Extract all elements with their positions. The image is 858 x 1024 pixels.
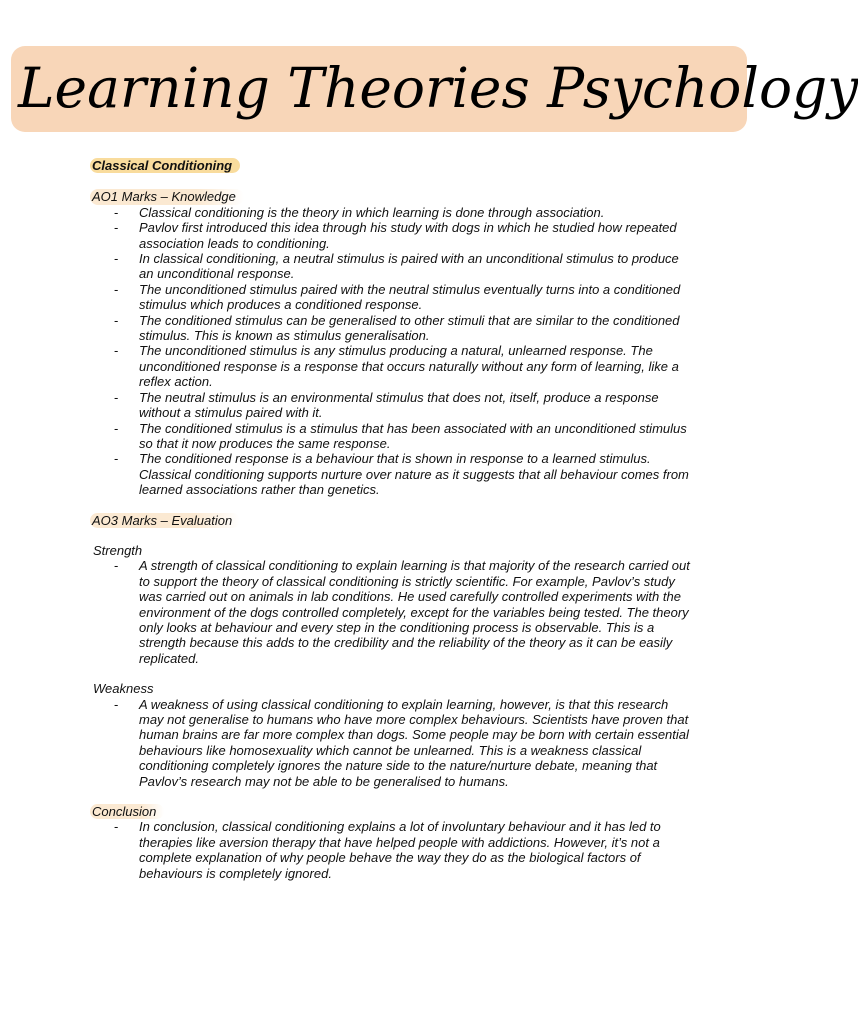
bullet-dash: - — [114, 696, 119, 712]
bullet-dash: - — [114, 819, 119, 835]
page-title: Learning Theories Psychology — [18, 56, 858, 120]
ao1-list — [93, 205, 693, 498]
list-item-text: The conditioned response is a behaviour that is shown in response to a learned stimulus. Classical conditioning supports nurture over nature as it suggests that all behaviour comes from learned associations rather than genetics. — [139, 451, 689, 498]
bullet-dash: - — [114, 558, 119, 574]
list-item-text: The conditioned stimulus can be generalised to other stimuli that are similar to the conditioned stimulus. This is known as stimulus generalisation. — [139, 312, 680, 344]
ao3-label-wrap — [93, 513, 693, 528]
list-item — [93, 697, 693, 789]
list-item — [93, 205, 693, 220]
conclusion-list — [93, 819, 693, 881]
list-item-text: In classical conditioning, a neutral stimulus is paired with an unconditional stimulus to produce an unconditional response. — [139, 251, 679, 282]
list-item — [93, 251, 693, 282]
strength-label-wrap — [93, 543, 693, 558]
list-item — [93, 282, 693, 313]
list-item-text: A weakness of using classical conditioning to explain learning, however, is that this research may not generalise to humans who have more complex behaviours. Scientists have proven that human brains are far more complex than dogs. Some people may be born with certain essential behaviours like homosexuality which cannot be unlearned. This is a weakness classical conditioning completely ignores the nature side to the nature/nurture debate, meaning that Pavlov’s research may not be able to be generalised to humans. — [139, 696, 689, 789]
list-item-text: In conclusion, classical conditioning explains a lot of involuntary behaviour and it has led to therapies like aversion therapy that have helped people with addictions. However, it’s not a complete explanation of why people behave the way they do as the biological factors of behaviours is completely ignored. — [139, 819, 661, 881]
list-item-text: A strength of classical conditioning to explain learning is that majority of the research carried out to support the theory of classical conditioning is strictly scientific. For example, Pavlov’s study was carried out on animals in lab conditions. He used carefully controlled experiments with the environment of the dogs controlled completely, except for the variables being tested. The theory only looks at behaviour and every step in the conditioning process is observable. This is a strength because this adds to the credibility and the reliability of the theory as it can be easily replicated. — [139, 558, 690, 666]
bullet-dash: - — [114, 281, 119, 297]
list-item — [93, 220, 693, 251]
bullet-dash: - — [114, 204, 119, 220]
section-heading-wrap — [93, 158, 693, 173]
ao1-label-wrap — [93, 189, 693, 204]
list-item-text: The unconditioned stimulus is any stimulus producing a natural, unlearned response. The unconditioned response is a response that occurs naturally without any form of learning, like a reflex action. — [139, 343, 679, 390]
document-body — [93, 158, 693, 881]
strength-list — [93, 558, 693, 666]
list-item — [93, 313, 693, 344]
list-item-text: Classical conditioning is the theory in which learning is done through association. — [139, 204, 605, 220]
bullet-dash: - — [114, 251, 119, 267]
list-item — [93, 421, 693, 452]
ao3-label: AO3 Marks – Evaluation — [90, 513, 240, 528]
bullet-dash: - — [114, 312, 119, 328]
bullet-dash: - — [114, 220, 119, 236]
list-item — [93, 451, 693, 497]
list-item — [93, 390, 693, 421]
conclusion-label: Conclusion — [90, 804, 164, 819]
bullet-dash: - — [114, 389, 119, 405]
list-item — [93, 343, 693, 389]
section-heading: Classical Conditioning — [90, 158, 240, 173]
bullet-dash: - — [114, 343, 119, 359]
list-item — [93, 558, 693, 666]
bullet-dash: - — [114, 451, 119, 467]
list-item-text: The neutral stimulus is an environmental stimulus that does not, itself, produce a response without a stimulus paired with it. — [139, 389, 659, 421]
conclusion-label-wrap — [93, 804, 693, 819]
list-item-text: The conditioned stimulus is a stimulus that has been associated with an unconditioned stimulus so that it now produces the same response. — [139, 420, 687, 451]
strength-label: Strength — [93, 542, 143, 558]
bullet-dash: - — [114, 420, 119, 436]
ao1-label: AO1 Marks – Knowledge — [90, 189, 244, 204]
list-item — [93, 819, 693, 881]
weakness-label-wrap — [93, 681, 693, 696]
list-item-text: The unconditioned stimulus paired with the neutral stimulus eventually turns into a conditioned stimulus which produces a conditioned response. — [139, 281, 681, 313]
list-item-text: Pavlov first introduced this idea through his study with dogs in which he studied how repeated association leads to conditioning. — [139, 220, 677, 251]
weakness-label: Weakness — [93, 681, 154, 697]
weakness-list — [93, 697, 693, 789]
